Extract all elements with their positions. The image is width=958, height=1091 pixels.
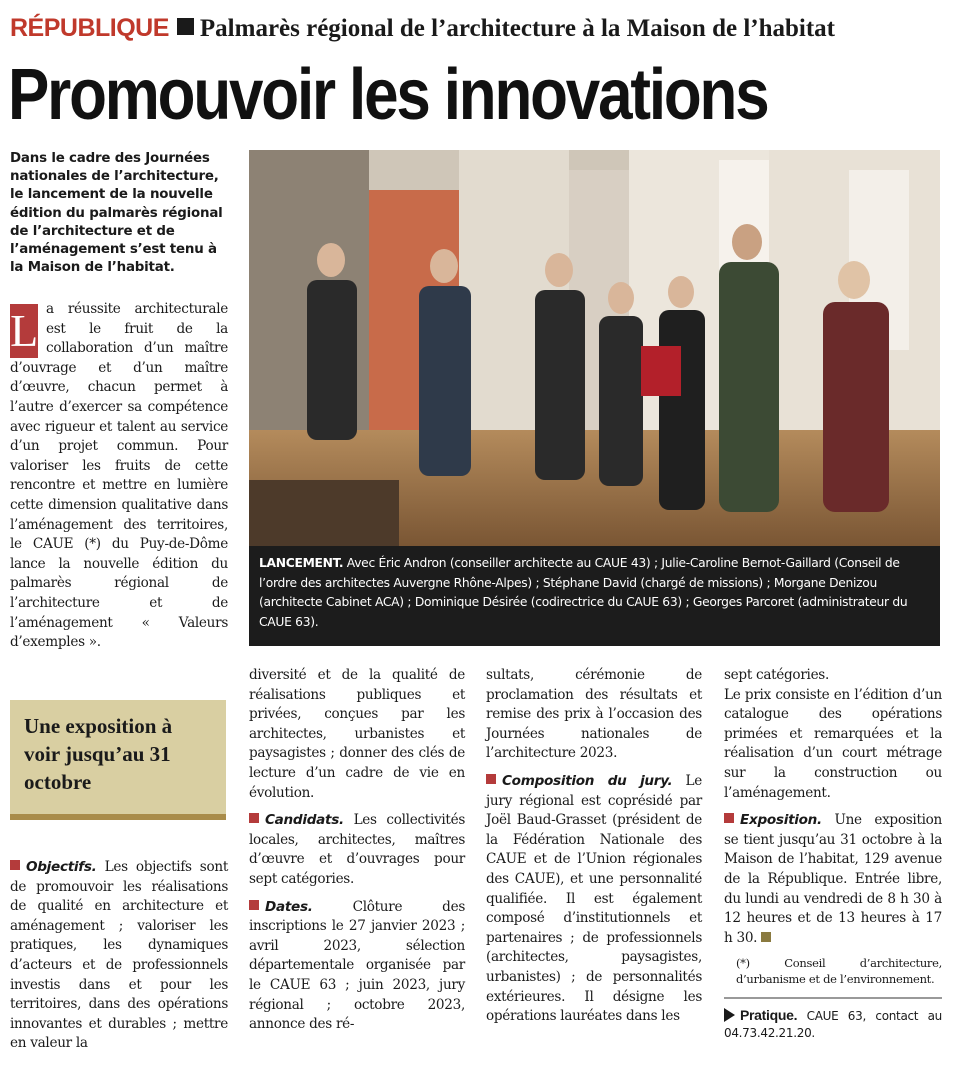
triangle-right-icon — [724, 1008, 735, 1022]
chapo: Dans le cadre des Journées nationales de l’architecture, le lancement de la nouvelle édition du palmarès régional de l’architecture et de l’aménagement s’est tenu à la Maison de l’habitat. — [10, 151, 223, 276]
dropcap: L — [10, 305, 38, 356]
column-1-objectifs — [10, 858, 228, 1062]
lead-paragraph — [10, 300, 228, 653]
square-icon — [177, 18, 194, 35]
lead-text: a réussite architecturale est le fruit de la collaboration d’un maître d’ouvrage et d’un maître d’œuvre, chacun permet à l’autre d’exercer sa compétence avec rigueur et talent au service d’un projet commun. Pour valoriser les fruits de cette rencontre et mettre en lumière cette dimension qualitative dans l’aménagement des territoires, le CAUE (*) du Puy-de-Dôme lance la nouvelle édition du palmarès régional de l’architecture et de l’aménagement « Valeurs d’exemples ». — [10, 301, 228, 651]
column-3 — [486, 666, 702, 1035]
objectifs-title: Objectifs. — [26, 859, 97, 875]
column-2 — [249, 666, 465, 1043]
jury-title: Composition du jury. — [502, 772, 673, 789]
bullet-square-icon — [10, 860, 20, 870]
candidats-text: Les collectivités locales, architectes, maîtres d’œuvre et d’ouvrages pour sept catégories. — [249, 812, 465, 887]
callout-box — [10, 700, 226, 820]
objectifs-paragraph — [10, 858, 228, 1054]
exposition-title: Exposition. — [740, 812, 822, 829]
objectifs-text: Les objectifs sont de promouvoir les réalisations de qualité en architecture et aménagement ; valoriser les pratiques, les dynamiques d’acteurs et de professionnels investis dans et pour les territoires, dans des opérations innovantes et durables ; mettre en valeur la — [10, 859, 228, 1052]
pratique-box — [724, 1007, 942, 1042]
objectifs-continued: diversité et de la qualité de réalisations publiques et privées, conçues par les architectes, urbanistes et paysagistes ; donner des clés de lecture d’un cadre de vie en évolution. — [249, 667, 465, 801]
column-4 — [724, 666, 942, 1042]
bullet-square-icon — [486, 774, 496, 784]
pratique-title: Pratique. — [740, 1007, 798, 1024]
dates-title: Dates. — [265, 898, 313, 915]
caption-text: Avec Éric Andron (conseiller architecte au CAUE 43) ; Julie-Caroline Bernot-Gaillard (Conseil de l’ordre des architectes Auvergne Rhône-Alpes) ; Stéphane David (chargé de missions) ; Morgane Denizou (architecte Cabinet ACA) ; Dominique Désirée (codirectrice du CAUE 63) ; Georges Parcoret (administrateur du CAUE 63). — [259, 556, 908, 629]
pratique-text: CAUE 63, contact au 04.73.42.21.20. — [724, 1009, 942, 1041]
bullet-square-icon — [249, 813, 259, 823]
photo-caption — [249, 546, 940, 646]
dates-continued: sultats, cérémonie de proclamation des résultats et remise des prix à l’occasion des Journées nationales de l’architecture 2023. — [486, 667, 702, 762]
prix-paragraph: Le prix consiste en l’édition d’un catalogue des opérations primées et remarquées et la réalisation d’un court métrage sur la construction ou l’aménagement. — [724, 686, 942, 801]
callout-text: Une exposition à voir jusqu’au 31 octobre — [24, 714, 173, 794]
photo-illustration — [249, 150, 940, 546]
jury-continued: sept catégories. — [724, 667, 830, 683]
jury-paragraph — [486, 772, 702, 1027]
bullet-square-icon — [724, 813, 734, 823]
candidats-title: Candidats. — [265, 812, 344, 829]
exposition-text: Une exposition se tient jusqu’au 31 octobre à la Maison de l’habitat, 129 avenue de la République. Entrée libre, du lundi au vendredi de 8 h 30 à 12 heures et de 13 heures à 17 h 30. — [724, 812, 942, 946]
bullet-square-icon — [249, 900, 259, 910]
exposition-paragraph — [724, 811, 942, 948]
dates-paragraph — [249, 898, 465, 1035]
kicker-subtitle: Palmarès régional de l’architecture à la Maison de l’habitat — [199, 15, 836, 42]
caption-lead: LANCEMENT. — [259, 556, 344, 570]
dates-text: Clôture des inscriptions le 27 janvier 2023 ; avril 2023, sélection départementale organisée par le CAUE 63 ; juin 2023, jury régional ; octobre 2023, annonce des ré- — [249, 898, 465, 1033]
divider — [724, 997, 942, 999]
rubric-label: RÉPUBLIQUE — [10, 14, 169, 42]
kicker — [10, 14, 950, 46]
end-square-icon — [761, 932, 771, 942]
footnote: (*) Conseil d’architecture, d’urbanisme et de l’environnement. — [736, 956, 942, 986]
candidats-paragraph — [249, 811, 465, 889]
headline: Promouvoir les innovations — [8, 55, 768, 135]
article-photo — [249, 150, 940, 546]
jury-text: Le jury régional est coprésidé par Joël Baud-Grasset (président de la Fédération Nationale des CAUE et de l’Union régionales des CAUE), et une personnalité qualifiée. Il est également composé d’institutionnels et partenaires ; de professionnels (architectes, paysagistes, urbanistes) ; de personnalités extérieures. Il désigne les opérations lauréates dans les — [486, 772, 702, 1025]
